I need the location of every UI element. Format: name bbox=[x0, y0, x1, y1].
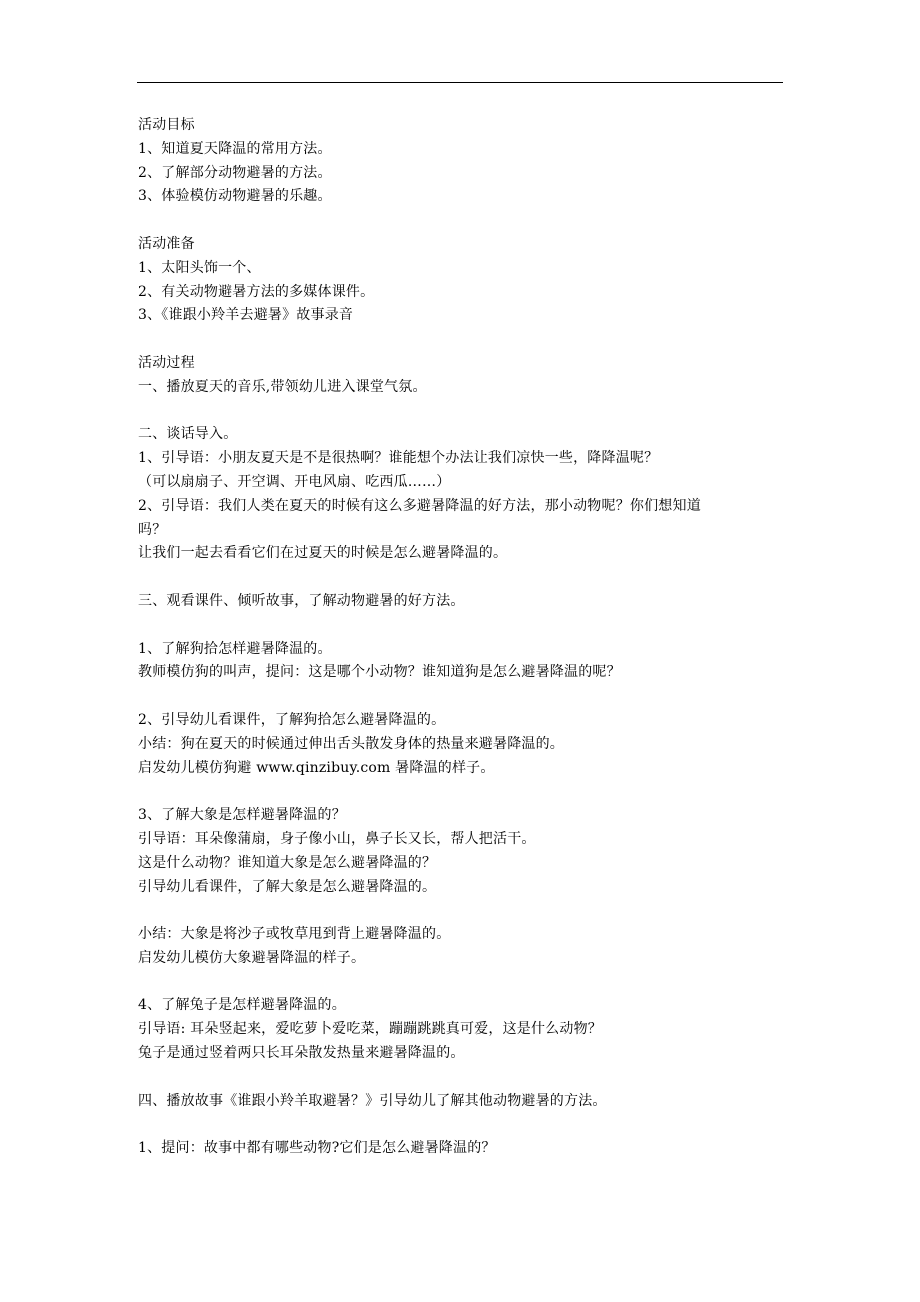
text-line: 2、了解部分动物避暑的方法。 bbox=[138, 164, 332, 181]
text-line: 启发幼儿模仿大象避暑降温的样子。 bbox=[138, 949, 366, 966]
text-line: 三、观看课件、倾听故事，了解动物避暑的好方法。 bbox=[138, 592, 465, 609]
text-line: （可以扇扇子、开空调、开电风扇、吃西瓜……） bbox=[138, 473, 451, 490]
text-line: 兔子是通过竖着两只长耳朵散发热量来避暑降温的。 bbox=[138, 1045, 465, 1062]
text-line: 小结：狗在夏天的时候通过伸出舌头散发身体的热量来避暑降温的。 bbox=[138, 735, 564, 752]
blank-line bbox=[138, 614, 788, 638]
text-line: 2、引导语：我们人类在夏天的时候有这么多避暑降温的好方法，那小动物呢？你们想知道 bbox=[138, 497, 701, 514]
text-line: 引导幼儿看课件，了解大象是怎么避暑降温的。 bbox=[138, 878, 437, 895]
blank-line bbox=[138, 1066, 788, 1090]
text-line: 2、有关动物避暑方法的多媒体课件。 bbox=[138, 283, 375, 300]
text-line: 引导语: 耳朵竖起来，爱吃萝卜爱吃菜，蹦蹦跳跳真可爱，这是什么动物？ bbox=[138, 1021, 602, 1038]
text-line: 一、播放夏天的音乐,带领幼儿进入课堂气氛。 bbox=[138, 378, 427, 395]
text-line: 4、了解兔子是怎样避暑降温的。 bbox=[138, 997, 346, 1014]
blank-line bbox=[138, 566, 788, 590]
text-line: 四、播放故事《谁跟小羚羊取避暑？》引导幼儿了解其他动物避暑的方法。 bbox=[138, 1092, 607, 1109]
blank-line bbox=[138, 780, 788, 804]
text-line: 引导语：耳朵像蒲扇，身子像小山，鼻子长又长，帮人把活干。 bbox=[138, 830, 536, 847]
text-line: 3、《谁跟小羚羊去避暑》故事录音 bbox=[138, 307, 354, 324]
text-line: 这是什么动物？谁知道大象是怎么避暑降温的？ bbox=[138, 854, 437, 871]
text-line: 1、知道夏天降温的常用方法。 bbox=[138, 140, 332, 157]
text-line: 1、提问：故事中都有哪些动物?它们是怎么避暑降温的？ bbox=[138, 1140, 496, 1157]
text-line: 3、体验模仿动物避暑的乐趣。 bbox=[138, 188, 332, 205]
text-line: 让我们一起去看看它们在过夏天的时候是怎么避暑降温的。 bbox=[138, 545, 508, 562]
text-line: 小结：大象是将沙子或牧草甩到背上避暑降温的。 bbox=[138, 926, 451, 943]
text-line: 吗？ bbox=[138, 521, 167, 538]
text-line: 二、谈话导入。 bbox=[138, 426, 238, 443]
text-line: 活动过程 bbox=[138, 354, 195, 371]
blank-line bbox=[138, 400, 788, 424]
text-line: 1、太阳头饰一个、 bbox=[138, 259, 261, 276]
header-rule bbox=[137, 82, 783, 83]
blank-line bbox=[138, 899, 788, 923]
text-line: 活动准备 bbox=[138, 235, 195, 252]
blank-line bbox=[138, 685, 788, 709]
document-body bbox=[138, 114, 788, 1161]
text-line: 1、引导语：小朋友夏天是不是很热啊？谁能想个办法让我们凉快一些，降降温呢？ bbox=[138, 450, 659, 467]
blank-line bbox=[138, 971, 788, 995]
text-line: 1、了解狗拾怎样避暑降温的。 bbox=[138, 640, 332, 657]
blank-line bbox=[138, 328, 788, 352]
text-line: 3、了解大象是怎样避暑降温的？ bbox=[138, 807, 346, 824]
text-line: 教师模仿狗的叫声，提问：这是哪个小动物？谁知道狗是怎么避暑降温的呢？ bbox=[138, 664, 621, 681]
text-line: 活动目标 bbox=[138, 117, 195, 133]
blank-line bbox=[138, 1113, 788, 1137]
text-line: 启发幼儿模仿狗避 www.qinzibuy.com 暑降温的样子。 bbox=[138, 759, 495, 776]
text-line: 2、引导幼儿看课件，了解狗拾怎么避暑降温的。 bbox=[138, 711, 446, 728]
blank-line bbox=[138, 209, 788, 233]
